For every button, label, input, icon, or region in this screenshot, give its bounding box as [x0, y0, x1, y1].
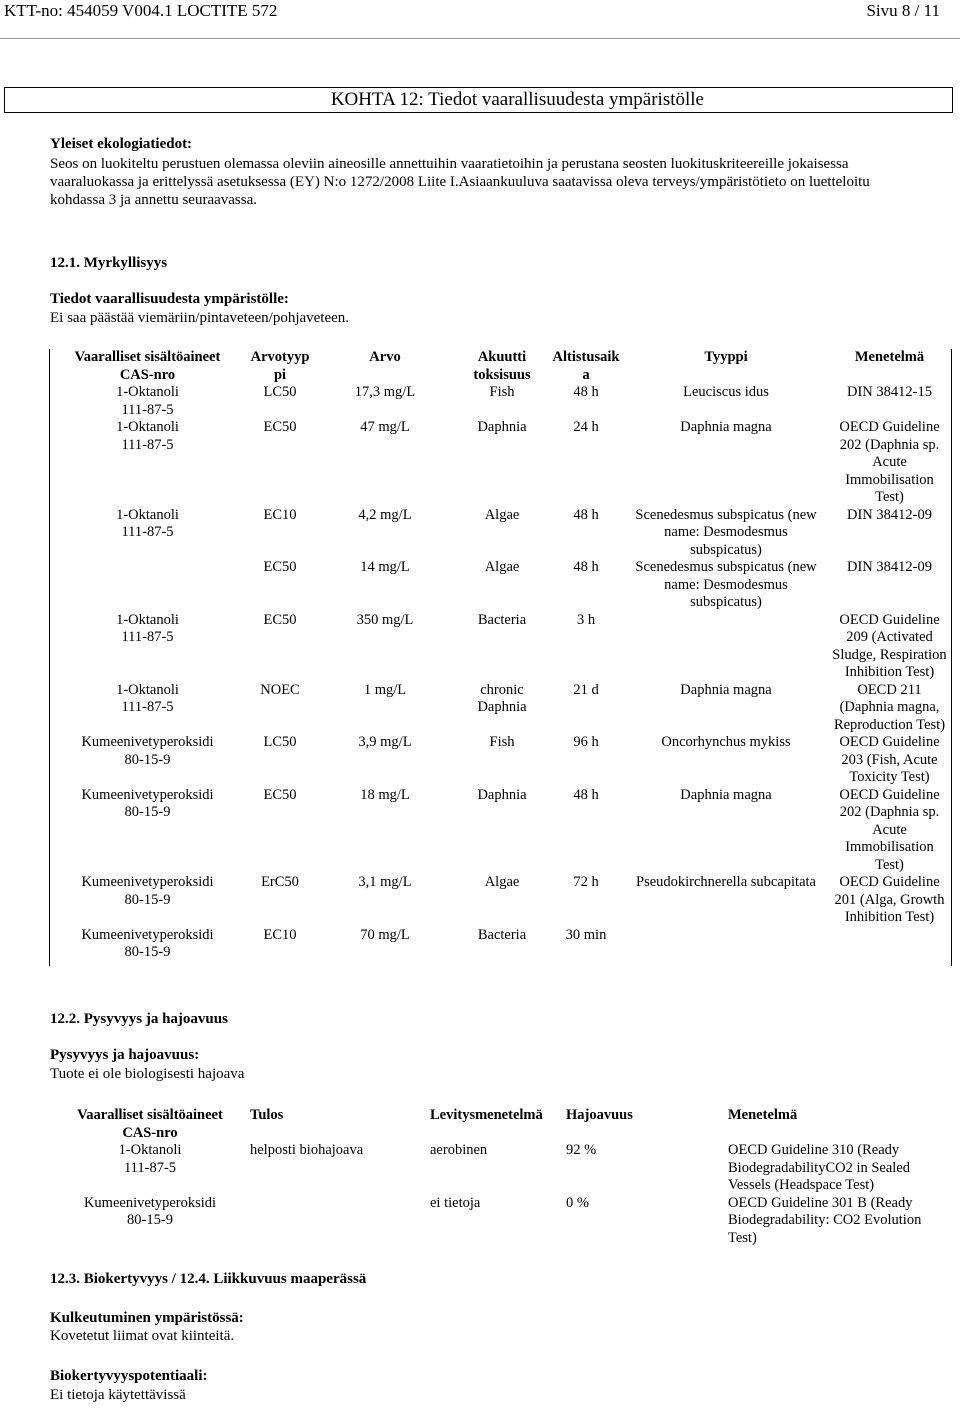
table-cell: OECD Guideline 203 (Fish, Acute Toxicity Test)	[839, 734, 940, 785]
column-header: Levitysmenetelmä	[430, 1107, 543, 1123]
table-cell: aerobinen	[430, 1142, 488, 1158]
table-cell: Daphnia	[477, 419, 527, 435]
general-text: Seos on luokiteltu perustuen olemassa oleviin aineosille annettuihin vaaratietoihin ja perustana seosten luokituskriteereille jokaisessa vaaraluokassa ja erittelyssä asetuksessa (EY) N:o 1272/2008 Liite I.Asiaankuuluva saatavissa oleva terveys/ympäristötieto on luetteloitu kohdassa 3 ja annettu seuraavassa.	[50, 156, 870, 208]
table-cell: OECD Guideline 209 (Activated Sludge, Respiration Inhibition Test)	[832, 611, 947, 680]
table-row	[50, 384, 950, 419]
table-row	[50, 734, 950, 787]
table-cell: 96 h	[573, 734, 599, 750]
mobility-heading: Kulkeutuminen ympäristössä:	[50, 1310, 244, 1326]
table-cell: 1-Oktanoli 111-87-5	[116, 384, 179, 418]
table-cell: EC50	[263, 419, 297, 435]
section-title: KOHTA 12: Tiedot vaarallisuudesta ympäristölle	[330, 89, 704, 110]
table-cell: Daphnia	[477, 786, 527, 803]
column-header: Arvotyyp pi	[250, 349, 310, 383]
table-cell: EC50	[263, 786, 297, 803]
table-cell: 18 mg/L	[360, 786, 410, 803]
column-header: Vaaralliset sisältöaineet CAS-nro	[77, 1107, 223, 1141]
table-cell: Kumeenivetyperoksidi 80-15-9	[81, 926, 214, 960]
document-header-id: KTT-no: 454059 V004.1 LOCTITE 572	[4, 1, 278, 20]
table-cell: 3,9 mg/L	[358, 734, 412, 750]
table-row	[50, 559, 950, 612]
table-row	[50, 874, 950, 927]
table-cell: EC50	[263, 559, 297, 575]
table-cell: chronic Daphnia	[477, 681, 527, 715]
table-cell: Daphnia magna	[680, 786, 772, 803]
table-cell: 48 h	[573, 786, 599, 803]
table-cell: 4,2 mg/L	[358, 506, 412, 523]
table-cell: 21 d	[573, 681, 599, 698]
table-cell: ei tietoja	[430, 1194, 481, 1211]
table-cell: 17,3 mg/L	[354, 384, 416, 400]
table-cell: EC10	[263, 506, 297, 523]
table-cell: 70 mg/L	[360, 926, 410, 943]
column-header: Altistusaik a	[552, 349, 620, 383]
persistence-heading: 12.2. Pysyvyys ja hajoavuus	[50, 1011, 228, 1027]
table-cell: 0 %	[566, 1194, 589, 1211]
table-cell	[623, 612, 829, 682]
table-cell: 3,1 mg/L	[358, 874, 412, 890]
table-cell: helposti biohajoava	[250, 1142, 364, 1158]
toxicity-heading: 12.1. Myrkyllisyys	[50, 255, 168, 271]
table-cell: OECD Guideline 201 (Alga, Growth Inhibition Test)	[834, 874, 945, 925]
table-cell: 1 mg/L	[363, 681, 407, 698]
table-cell: NOEC	[260, 681, 300, 698]
header-divider	[0, 38, 960, 39]
table-cell: DIN 38412-09	[847, 506, 932, 523]
table-cell	[250, 1195, 430, 1248]
table-cell	[50, 559, 245, 612]
table-row	[50, 612, 950, 682]
table-cell: Scenedesmus subspicatus (new name: Desmodesmus subspicatus)	[635, 559, 817, 610]
toxicity-table	[50, 349, 950, 962]
table-cell: 1-Oktanoli 111-87-5	[118, 1142, 182, 1176]
table-cell: Kumeenivetyperoksidi 80-15-9	[81, 786, 214, 820]
table-cell: Bacteria	[477, 926, 527, 943]
potential-heading: Biokertyvyyspotentiaali:	[50, 1368, 208, 1384]
toxicity-sub-text: Ei saa päästää viemäriin/pintaveteen/pohjaveteen.	[50, 310, 350, 326]
column-header: Menetelmä	[854, 349, 925, 365]
table-cell: 1-Oktanoli 111-87-5	[116, 419, 179, 453]
table-cell: OECD 211 (Daphnia magna, Reproduction Test)	[833, 681, 946, 733]
table-cell: OECD Guideline 202 (Daphnia sp. Acute Immobilisation Test)	[839, 786, 940, 873]
column-header: Hajoavuus	[566, 1107, 633, 1123]
table-left-border	[49, 349, 50, 966]
bioaccumulation-heading: 12.3. Biokertyvyys / 12.4. Liikkuvuus maaperässä	[50, 1271, 367, 1287]
column-header: Menetelmä	[728, 1107, 798, 1123]
table-cell: 47 mg/L	[360, 419, 410, 435]
table-cell: 3 h	[576, 611, 596, 628]
table-cell: DIN 38412-15	[847, 384, 932, 400]
table-cell: 1-Oktanoli 111-87-5	[116, 506, 179, 540]
table-cell	[623, 927, 829, 962]
table-cell: 72 h	[573, 874, 599, 890]
table-row	[50, 787, 950, 875]
potential-text: Ei tietoja käytettävissä	[50, 1387, 186, 1403]
table-row	[50, 927, 950, 962]
table-cell: Daphnia magna	[680, 681, 772, 698]
table-cell: EC50	[263, 611, 297, 628]
table-cell: 1-Oktanoli 111-87-5	[116, 611, 179, 645]
table-cell: 14 mg/L	[360, 559, 410, 575]
table-header-row	[50, 1107, 948, 1142]
table-cell: Kumeenivetyperoksidi 80-15-9	[81, 874, 214, 908]
table-cell: OECD Guideline 310 (Ready BiodegradabilityCO2 in Sealed Vessels (Headspace Test)	[728, 1142, 911, 1193]
table-cell: Kumeenivetyperoksidi 80-15-9	[81, 734, 214, 768]
section-title-box	[4, 87, 953, 113]
degradation-table	[50, 1107, 948, 1247]
table-cell: Fish	[489, 384, 515, 400]
persistence-sub-heading: Pysyvyys ja hajoavuus:	[50, 1047, 200, 1063]
table-cell: Fish	[489, 734, 515, 750]
table-cell: Oncorhynchus mykiss	[661, 734, 791, 750]
table-cell: Kumeenivetyperoksidi 80-15-9	[83, 1194, 217, 1228]
table-right-border	[951, 349, 952, 966]
table-cell: 1-Oktanoli 111-87-5	[116, 681, 179, 715]
column-header: Akuutti toksisuus	[473, 349, 531, 383]
table-cell: EC10	[263, 926, 297, 943]
column-header: Tyyppi	[704, 349, 748, 365]
table-cell: LC50	[263, 384, 297, 400]
table-cell: Algae	[484, 506, 520, 523]
page-number: Sivu 8 / 11	[866, 1, 940, 20]
general-heading: Yleiset ekologiatiedot:	[50, 136, 193, 152]
table-cell: Daphnia magna	[680, 419, 772, 435]
table-cell: Pseudokirchnerella subcapitata	[636, 874, 816, 890]
table-cell: 350 mg/L	[356, 611, 414, 628]
table-cell	[829, 927, 950, 962]
table-cell: Algae	[484, 874, 520, 890]
table-cell: Bacteria	[477, 611, 527, 628]
table-cell: OECD Guideline 301 B (Ready Biodegradability: CO2 Evolution Test)	[728, 1194, 922, 1246]
toxicity-sub-heading: Tiedot vaarallisuudesta ympäristölle:	[50, 291, 289, 307]
table-cell: 24 h	[573, 419, 599, 435]
table-header-row	[50, 349, 950, 384]
table-row	[50, 507, 950, 560]
table-cell: Scenedesmus subspicatus (new name: Desmodesmus subspicatus)	[635, 506, 817, 558]
table-row	[50, 1142, 948, 1195]
table-cell: 48 h	[573, 384, 599, 400]
table-cell: OECD Guideline 202 (Daphnia sp. Acute Immobilisation Test)	[839, 419, 940, 505]
table-cell: Leuciscus idus	[683, 384, 769, 400]
column-header: Arvo	[369, 349, 401, 365]
table-cell: DIN 38412-09	[847, 559, 932, 575]
table-cell: Algae	[484, 559, 520, 575]
table-cell: 48 h	[573, 506, 599, 523]
table-cell: 48 h	[573, 559, 599, 575]
column-header: Tulos	[250, 1107, 284, 1123]
persistence-sub-text: Tuote ei ole biologisesti hajoava	[50, 1066, 245, 1082]
table-cell: 30 min	[565, 926, 607, 943]
table-cell: 92 %	[566, 1142, 597, 1158]
table-row	[50, 682, 950, 735]
table-cell: ErC50	[261, 874, 299, 890]
table-cell: LC50	[263, 734, 297, 750]
table-row	[50, 1195, 948, 1248]
column-header: Vaaralliset sisältöaineet CAS-nro	[74, 349, 221, 383]
table-row	[50, 419, 950, 507]
mobility-text: Kovetetut liimat ovat kiinteitä.	[50, 1328, 235, 1344]
